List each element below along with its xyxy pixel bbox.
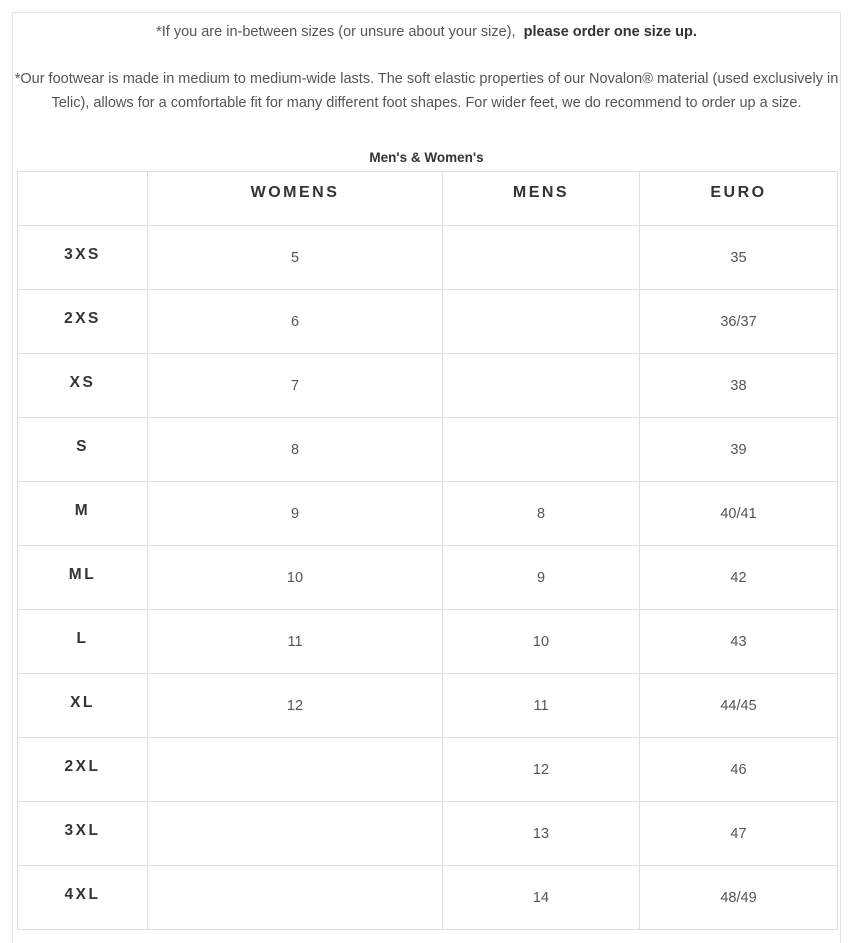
sizing-advice-emphasis: please order one size up. bbox=[523, 24, 697, 40]
euro-cell: 42 bbox=[640, 546, 838, 610]
euro-cell: 48/49 bbox=[640, 866, 838, 930]
sizing-advice bbox=[14, 20, 839, 44]
size-cell: 2XS bbox=[18, 290, 148, 354]
womens-cell: 12 bbox=[148, 674, 443, 738]
womens-cell bbox=[148, 802, 443, 866]
header-womens: WOMENS bbox=[148, 172, 443, 226]
size-rows bbox=[18, 226, 838, 930]
header-euro: EURO bbox=[640, 172, 838, 226]
table-row bbox=[18, 866, 838, 930]
sizing-advice-text: *If you are in-between sizes (or unsure about your size), bbox=[156, 24, 516, 40]
size-cell: S bbox=[18, 418, 148, 482]
womens-cell: 6 bbox=[148, 290, 443, 354]
euro-cell: 44/45 bbox=[640, 674, 838, 738]
euro-cell: 35 bbox=[640, 226, 838, 290]
table-row bbox=[18, 290, 838, 354]
size-cell: XS bbox=[18, 354, 148, 418]
size-cell: 3XS bbox=[18, 226, 148, 290]
mens-cell: 13 bbox=[443, 802, 640, 866]
size-cell: XL bbox=[18, 674, 148, 738]
table-row bbox=[18, 226, 838, 290]
table-row bbox=[18, 610, 838, 674]
size-cell: M bbox=[18, 482, 148, 546]
table-row bbox=[18, 482, 838, 546]
mens-cell bbox=[443, 354, 640, 418]
womens-cell: 10 bbox=[148, 546, 443, 610]
size-cell: 2XL bbox=[18, 738, 148, 802]
euro-cell: 46 bbox=[640, 738, 838, 802]
header-row bbox=[18, 172, 838, 226]
euro-cell: 36/37 bbox=[640, 290, 838, 354]
table-row bbox=[18, 546, 838, 610]
size-cell: 3XL bbox=[18, 802, 148, 866]
euro-cell: 39 bbox=[640, 418, 838, 482]
womens-cell: 7 bbox=[148, 354, 443, 418]
euro-cell: 47 bbox=[640, 802, 838, 866]
table-row bbox=[18, 354, 838, 418]
table-row bbox=[18, 802, 838, 866]
table-row bbox=[18, 418, 838, 482]
size-cell: L bbox=[18, 610, 148, 674]
mens-cell bbox=[443, 290, 640, 354]
mens-cell bbox=[443, 418, 640, 482]
mens-cell: 11 bbox=[443, 674, 640, 738]
size-cell: ML bbox=[18, 546, 148, 610]
mens-cell: 8 bbox=[443, 482, 640, 546]
womens-cell bbox=[148, 866, 443, 930]
header-size bbox=[18, 172, 148, 226]
womens-cell: 8 bbox=[148, 418, 443, 482]
euro-cell: 43 bbox=[640, 610, 838, 674]
euro-cell: 40/41 bbox=[640, 482, 838, 546]
mens-cell: 12 bbox=[443, 738, 640, 802]
table-row bbox=[18, 674, 838, 738]
mens-cell bbox=[443, 226, 640, 290]
womens-cell: 5 bbox=[148, 226, 443, 290]
mens-cell: 14 bbox=[443, 866, 640, 930]
size-chart-table bbox=[17, 171, 838, 930]
mens-cell: 9 bbox=[443, 546, 640, 610]
mens-cell: 10 bbox=[443, 610, 640, 674]
womens-cell: 11 bbox=[148, 610, 443, 674]
table-caption: Men's & Women's bbox=[369, 150, 484, 165]
size-cell: 4XL bbox=[18, 866, 148, 930]
table-row bbox=[18, 738, 838, 802]
womens-cell: 9 bbox=[148, 482, 443, 546]
fit-note: *Our footwear is made in medium to medium-wide lasts. The soft elastic properties of our Novalon® material (used exclusively in Telic), allows for a comfortable fit for many different foot shapes. For wider feet, we do recommend to order up a size. bbox=[14, 71, 839, 111]
womens-cell bbox=[148, 738, 443, 802]
euro-cell: 38 bbox=[640, 354, 838, 418]
header-mens: MENS bbox=[443, 172, 640, 226]
